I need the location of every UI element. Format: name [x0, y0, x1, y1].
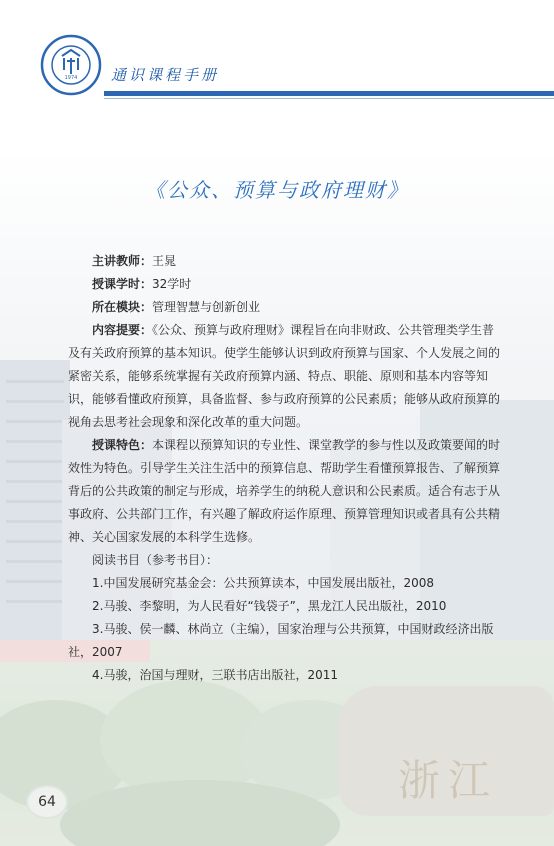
summary-label: 内容提要： — [92, 323, 153, 337]
handbook-title: 通识课程手册 — [111, 66, 220, 84]
reading-item: 1.中国发展研究基金会：公共预算读本，中国发展出版社，2008 — [92, 576, 434, 590]
hours-value: 32学时 — [152, 277, 192, 291]
reading-heading: 阅读书目（参考书目）： — [92, 553, 219, 567]
reading-item: 2.马骏、李黎明，为人民看好“钱袋子”，黑龙江人民出版社，2010 — [92, 599, 447, 613]
page-number: 64 — [28, 787, 66, 817]
teacher-value: 王晁 — [152, 254, 177, 268]
rock-inscription: 浙江 — [398, 756, 499, 805]
hours-label: 授课学时： — [92, 277, 153, 291]
header-rule — [104, 91, 554, 96]
features-text: 本课程以预算知识的专业性、课堂教学的参与性以及政策要闻的时效性为特色。引导学生关注生活中的预算信息、帮助学生看懂预算报告、了解预算背后的公共政策的制定与形成，培养学生的纳税人意识和公民素质。适合有志于从事政府、公共部门工作，有兴趣了解政府运作原理、预算管理知识或者具有公共精神、关心国家发展的本科学生选修。 — [68, 438, 501, 544]
module-line — [68, 296, 504, 319]
course-title: 《公众、预算与政府理财》 — [145, 178, 409, 202]
module-label: 所在模块： — [92, 300, 153, 314]
hours-line — [68, 273, 504, 296]
features-label: 授课特色： — [92, 438, 153, 452]
reading-item: 3.马骏、侯一麟、林尚立（主编），国家治理与公共预算，中国财政经济出版社，2007 — [68, 622, 494, 659]
teacher-line — [68, 250, 504, 273]
header-rule-thin — [104, 98, 554, 99]
module-value: 管理智慧与创新创业 — [152, 300, 261, 314]
course-content — [68, 250, 504, 687]
svg-text:1974: 1974 — [64, 75, 78, 81]
university-logo — [40, 34, 102, 96]
reading-item: 4.马骏，治国与理财，三联书店出版社，2011 — [92, 668, 338, 682]
summary-text: 《公众、预算与政府理财》课程旨在向非财政、公共管理类学生普及有关政府预算的基本知识。使学生能够认识到政府预算与国家、个人发展之间的紧密关系，能够系统掌握有关政府预算内涵、特点、职能、原则和基本内容等知识，能够看懂政府预算，具备监督、参与政府预算的公民素质；能够从政府预算的视角去思考社会现象和深化改革的重大问题。 — [68, 323, 501, 429]
features-paragraph — [68, 434, 504, 549]
summary-paragraph — [68, 319, 504, 434]
teacher-label: 主讲教师： — [92, 254, 153, 268]
